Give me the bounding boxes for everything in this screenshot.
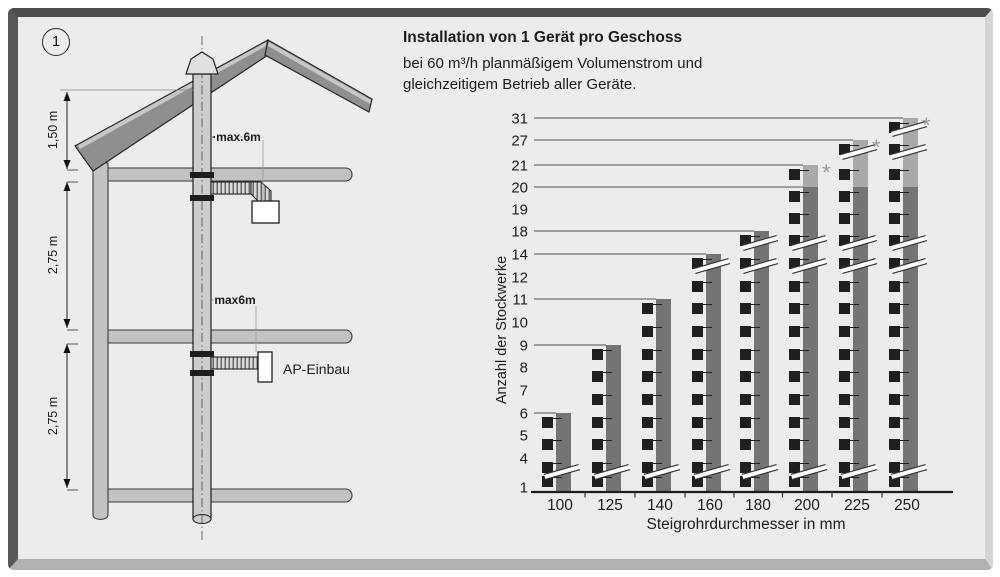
dimension-arrowhead <box>64 92 71 101</box>
y-tick-label: 11 <box>512 291 528 309</box>
chart-title: Installation von 1 Gerät pro Geschoss <box>403 29 683 46</box>
device-marker <box>542 439 553 450</box>
device-marker <box>692 303 703 314</box>
device-marker <box>789 169 800 180</box>
device-marker <box>740 281 751 292</box>
x-tick-label: 250 <box>894 497 920 514</box>
device-marker <box>839 281 850 292</box>
device-marker <box>789 326 800 337</box>
device-marker <box>889 326 900 337</box>
dimension-arrowhead <box>64 160 71 169</box>
y-tick-label: 18 <box>511 223 528 241</box>
device-marker <box>889 213 900 224</box>
ventilation-device-ap <box>258 352 272 382</box>
asterisk-note: * <box>922 113 931 138</box>
device-marker <box>740 462 751 473</box>
flex-duct-elbow <box>251 182 271 201</box>
x-tick-label: 200 <box>794 497 820 514</box>
device-marker <box>642 462 653 473</box>
chart-header <box>403 27 702 95</box>
y-tick-label: 7 <box>519 382 528 400</box>
device-marker <box>789 281 800 292</box>
device-marker <box>740 417 751 428</box>
device-marker <box>789 371 800 382</box>
bar-250 <box>903 187 918 492</box>
y-tick-label: 12 <box>511 269 528 287</box>
device-marker <box>592 439 603 450</box>
chart-subtitle-2: gleichzeitigem Betrieb aller Geräte. <box>403 76 637 93</box>
device-marker <box>839 191 850 202</box>
device-marker <box>789 394 800 405</box>
y-tick-label: 9 <box>519 337 528 355</box>
dimension-arrowhead <box>64 319 71 328</box>
device-marker <box>789 439 800 450</box>
bar-200 <box>803 187 818 492</box>
device-marker <box>789 213 800 224</box>
floors-chart <box>494 111 953 534</box>
device-marker <box>642 371 653 382</box>
device-marker <box>789 349 800 360</box>
device-marker <box>839 394 850 405</box>
bar-extension-200 <box>803 165 818 187</box>
ventilation-device-upper <box>252 201 279 223</box>
y-tick-label: 5 <box>519 427 528 445</box>
dimension-label: 1,50 m <box>46 110 60 150</box>
pipe-coupling <box>190 370 214 376</box>
chart-subtitle-1: bei 60 m³/h planmäßigem Volumenstrom und <box>403 55 703 72</box>
device-marker <box>839 462 850 473</box>
y-tick-label: 10 <box>511 314 528 332</box>
bar-group-250 <box>889 113 931 492</box>
device-marker <box>740 394 751 405</box>
x-tick-label: 180 <box>745 497 771 514</box>
device-marker <box>889 169 900 180</box>
dimension-arrowhead <box>64 479 71 488</box>
bar-group-225 <box>839 135 881 492</box>
x-axis-title: Steigrohrdurchmesser in mm <box>646 516 846 533</box>
device-marker <box>839 169 850 180</box>
roof-right-highlight <box>268 42 371 104</box>
device-marker <box>740 439 751 450</box>
y-axis-title: Anzahl der Stockwerke <box>494 255 510 405</box>
device-marker <box>889 349 900 360</box>
device-marker <box>839 213 850 224</box>
device-marker <box>839 371 850 382</box>
device-marker <box>692 394 703 405</box>
house-diagram <box>75 36 372 543</box>
device-marker <box>592 371 603 382</box>
y-tick-label: 20 <box>511 179 528 197</box>
device-marker <box>839 439 850 450</box>
device-marker <box>889 439 900 450</box>
device-marker <box>542 417 553 428</box>
pipe-coupling <box>190 195 214 201</box>
dimension-arrowhead <box>64 182 71 191</box>
bar-group-180 <box>740 231 778 492</box>
device-marker <box>789 417 800 428</box>
device-marker <box>642 303 653 314</box>
dimension-label: 2,75 m <box>46 235 60 275</box>
device-marker <box>592 417 603 428</box>
floor-slab-middle <box>96 330 352 343</box>
bar-group-100 <box>542 413 580 492</box>
x-tick-label: 225 <box>844 497 870 514</box>
device-marker <box>789 191 800 202</box>
dimension-label: 2,75 m <box>46 396 60 436</box>
x-tick-label: 100 <box>547 497 573 514</box>
bar-225 <box>853 187 868 492</box>
device-marker <box>542 462 553 473</box>
device-marker <box>692 439 703 450</box>
bar-group-140 <box>642 299 680 492</box>
bar-group-125 <box>592 345 630 492</box>
device-marker <box>642 439 653 450</box>
y-tick-label: 6 <box>519 405 528 423</box>
chimney-cap <box>186 52 218 74</box>
x-tick-label: 125 <box>597 497 623 514</box>
figure-number-badge <box>42 28 70 56</box>
device-marker <box>692 371 703 382</box>
bar-group-200 <box>789 160 831 492</box>
device-marker <box>642 349 653 360</box>
flex-duct-upper <box>211 182 251 194</box>
device-marker <box>592 394 603 405</box>
device-marker <box>740 349 751 360</box>
device-marker <box>839 349 850 360</box>
y-tick-label: 14 <box>511 246 528 264</box>
device-marker <box>642 417 653 428</box>
figure-number: 1 <box>51 34 61 50</box>
device-marker <box>642 394 653 405</box>
device-marker <box>839 417 850 428</box>
device-marker <box>692 281 703 292</box>
x-tick-label: 160 <box>697 497 723 514</box>
device-marker <box>789 303 800 314</box>
device-marker <box>789 462 800 473</box>
device-marker <box>889 417 900 428</box>
y-tick-label: 1 <box>519 479 528 497</box>
max-length-lower-label: max6m <box>214 293 256 307</box>
device-marker <box>692 417 703 428</box>
house-wall <box>93 163 108 520</box>
bar-group-160 <box>692 254 730 492</box>
bar-100 <box>556 413 571 492</box>
device-marker <box>592 349 603 360</box>
asterisk-note: * <box>872 135 881 160</box>
y-tick-label: 8 <box>519 359 528 377</box>
device-marker <box>642 326 653 337</box>
ap-einbau-label: AP-Einbau <box>283 361 350 377</box>
max-length-upper-label: max.6m <box>216 130 261 144</box>
y-tick-label: 19 <box>511 201 528 219</box>
device-marker <box>889 462 900 473</box>
device-marker <box>839 326 850 337</box>
y-tick-label: 31 <box>511 110 528 128</box>
device-marker <box>692 462 703 473</box>
floor-slab-upper <box>96 168 352 181</box>
device-marker <box>889 191 900 202</box>
floor-slab-ground <box>96 489 352 502</box>
device-marker <box>889 303 900 314</box>
device-marker <box>740 303 751 314</box>
x-tick-label: 140 <box>647 497 673 514</box>
device-marker <box>889 394 900 405</box>
device-marker <box>692 326 703 337</box>
pipe-coupling <box>190 351 214 357</box>
y-tick-label: 21 <box>511 157 528 175</box>
flex-duct-lower <box>211 357 258 369</box>
device-marker <box>692 349 703 360</box>
device-marker <box>839 303 850 314</box>
y-tick-label: 27 <box>511 132 528 150</box>
dimension-arrowhead <box>64 344 71 353</box>
device-marker <box>740 326 751 337</box>
device-marker <box>740 371 751 382</box>
y-tick-label: 4 <box>519 450 528 468</box>
device-marker <box>889 281 900 292</box>
pipe-coupling <box>190 172 214 178</box>
device-marker <box>592 462 603 473</box>
device-marker <box>889 371 900 382</box>
asterisk-note: * <box>822 160 831 185</box>
